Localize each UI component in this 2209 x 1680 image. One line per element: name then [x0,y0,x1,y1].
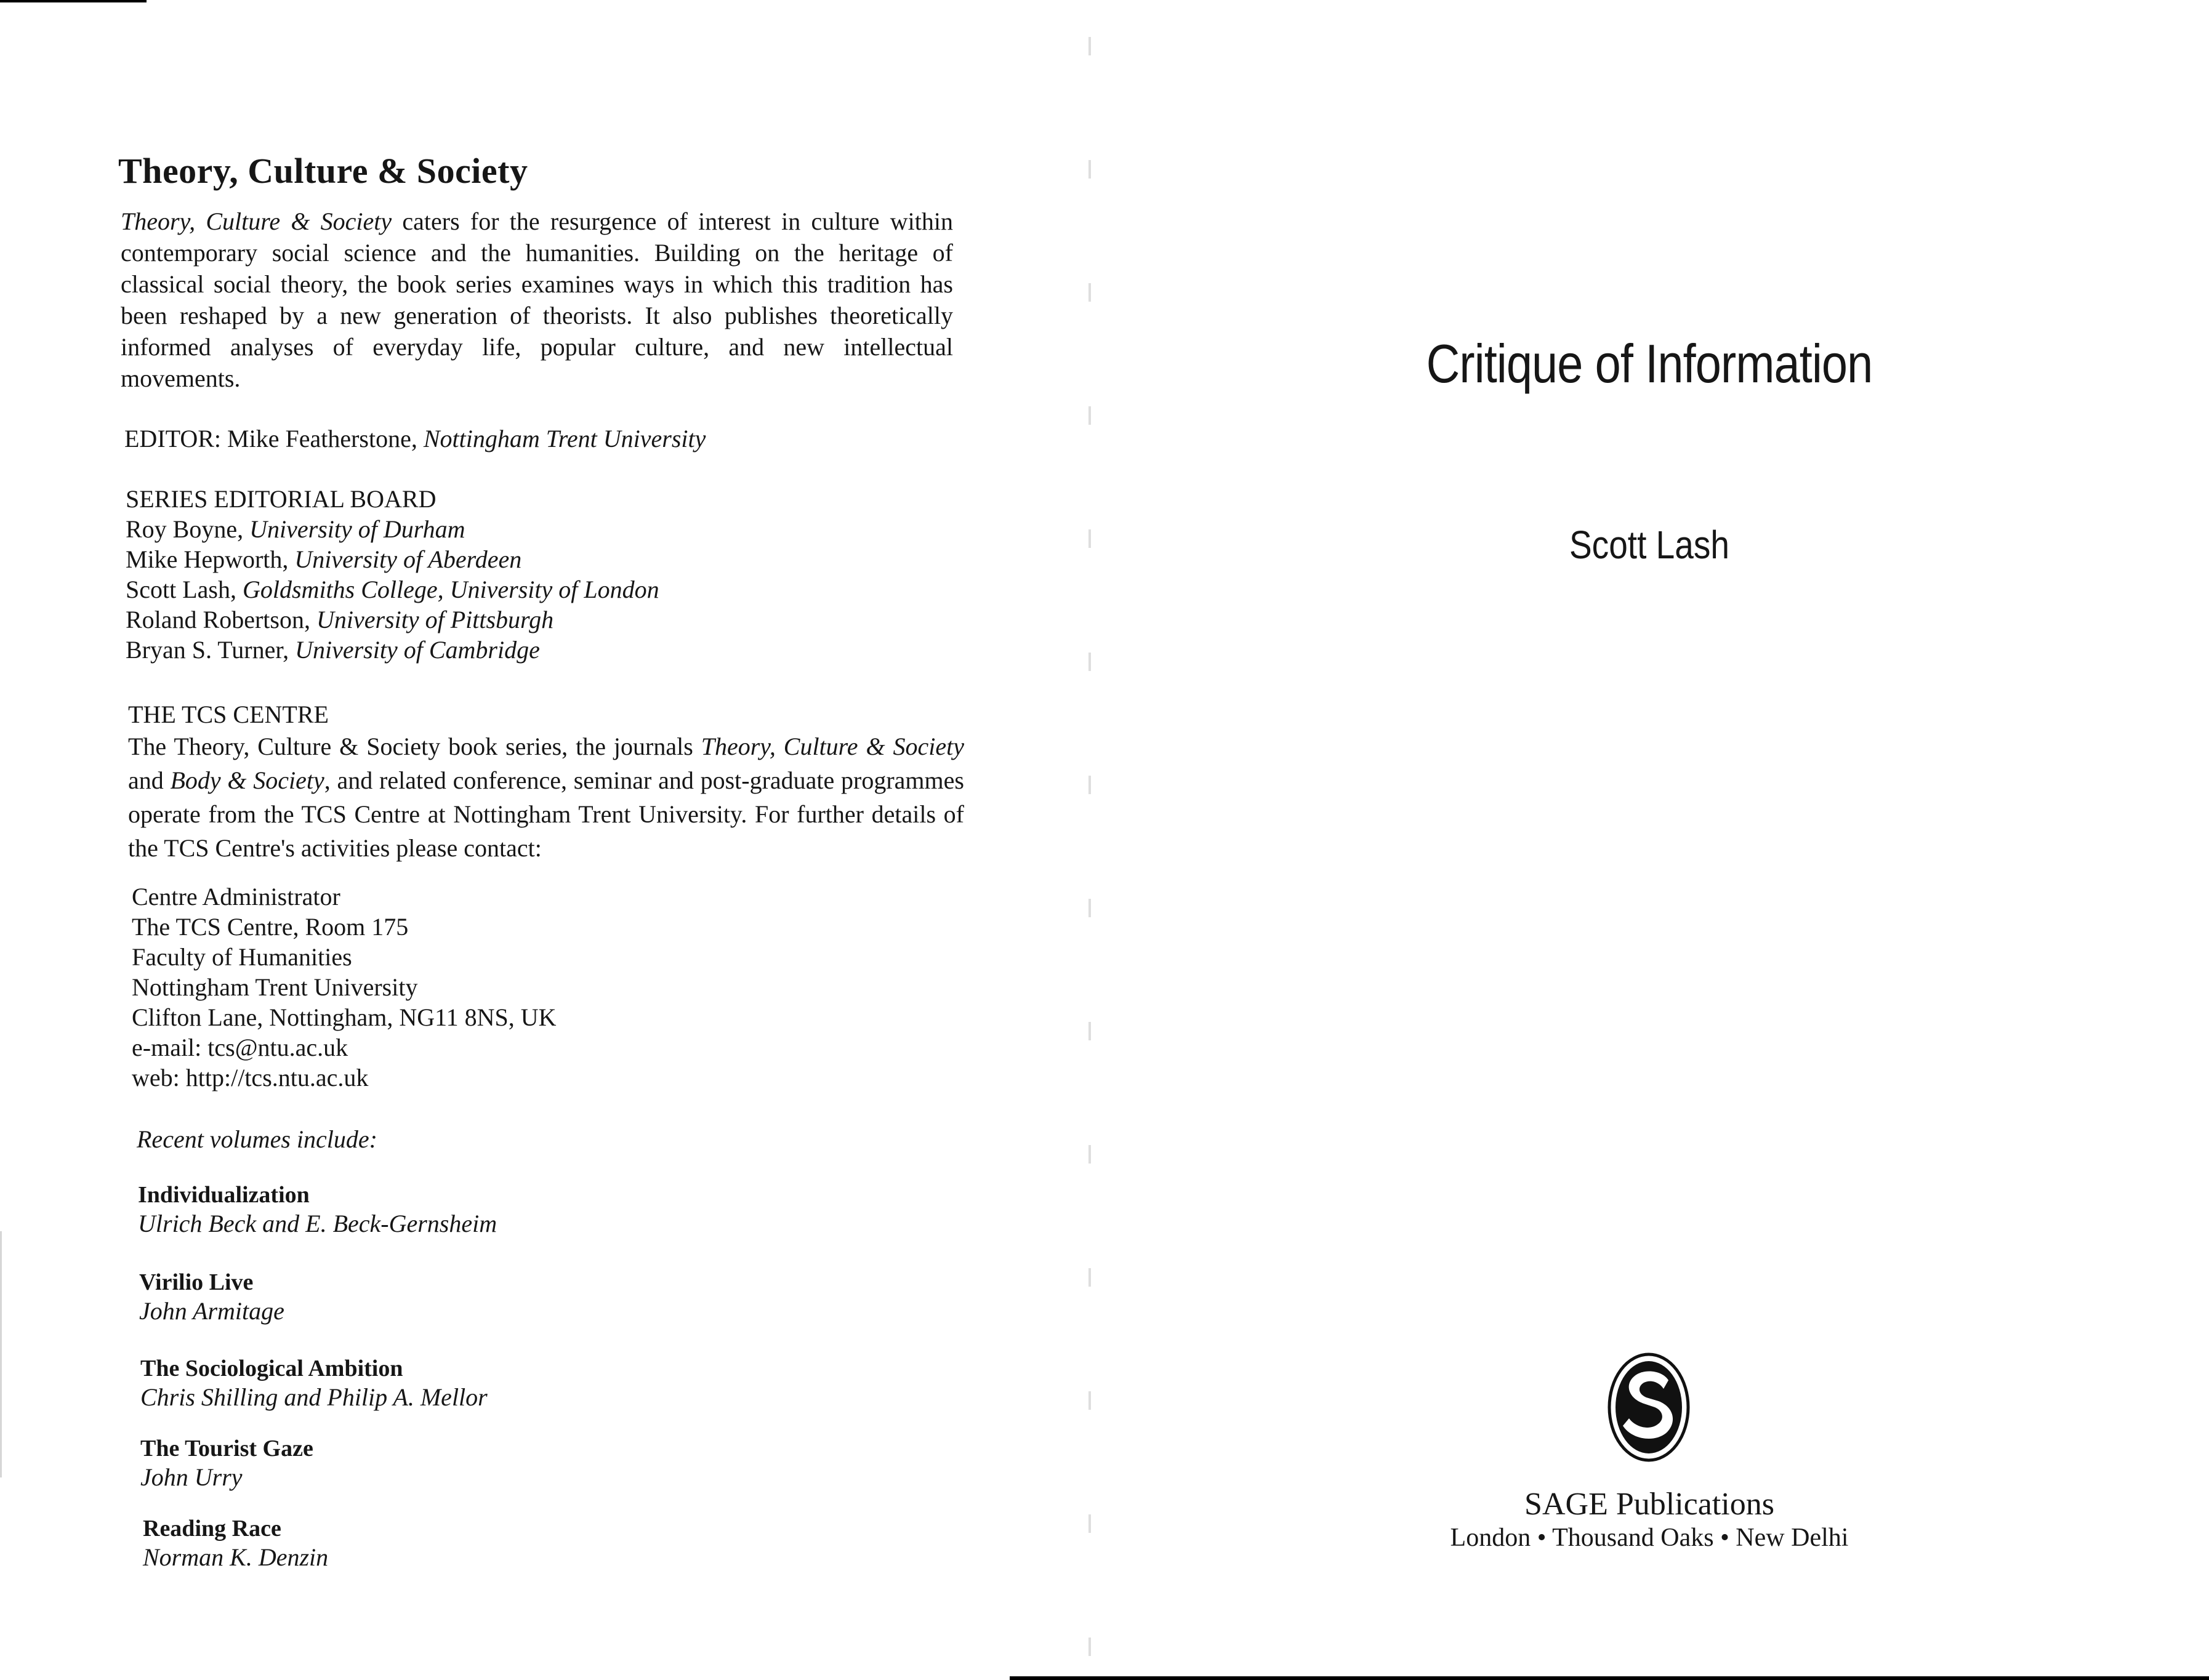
board-member: Bryan S. Turner, University of Cambridge [126,636,540,664]
address-line: Faculty of Humanities [132,943,352,971]
volume-author: Norman K. Denzin [143,1543,329,1571]
volume-title: The Tourist Gaze [140,1436,313,1461]
volume-title: Virilio Live [139,1269,254,1295]
editor-line [124,424,706,454]
editor-label: EDITOR: Mike Featherstone, [124,425,424,452]
publisher-name: SAGE Publications [1524,1487,1774,1522]
board-member: Scott Lash, Goldsmiths College, University of London [126,576,659,603]
board-heading: SERIES EDITORIAL BOARD [126,485,437,513]
volume-title: Reading Race [143,1516,281,1541]
board-member: Roland Robertson, University of Pittsburgh [126,606,554,633]
volume-entry [139,1268,284,1326]
sage-s-logo-icon [1607,1352,1691,1463]
volume-author: Chris Shilling and Philip A. Mellor [140,1383,488,1411]
board-member: Mike Hepworth, University of Aberdeen [126,545,522,573]
address-line: Centre Administrator [132,883,340,910]
board-member: Roy Boyne, University of Durham [126,515,465,543]
series-intro-text: caters for the resurgence of interest in culture within contemporary social science and the humanities. Building on the heritage of classical social theory, the book series examines ways in which this tradition has been reshaped by a new generation of theorists. It also publishes theoretically informed analyses of everyday life, popular culture, and new intellectual movements. [121,207,953,392]
series-intro-title: Theory, Culture & Society [121,207,392,235]
editor-affiliation: Nottingham Trent University [423,425,706,452]
volume-author: Ulrich Beck and E. Beck-Gernsheim [138,1210,497,1237]
address-line: Nottingham Trent University [132,973,418,1001]
volume-entry [140,1434,313,1492]
editorial-board [126,484,659,665]
volume-author: John Armitage [139,1297,284,1325]
series-heading: Theory, Culture & Society [118,151,528,191]
volume-entry [138,1181,497,1239]
contact-address [132,882,557,1093]
email-line: e-mail: tcs@ntu.ac.uk [132,1034,348,1061]
web-line: web: http://tcs.ntu.ac.uk [132,1064,369,1091]
volume-entry [140,1354,488,1412]
left-page [0,0,1090,1680]
book-author: Scott Lash [1569,523,1730,567]
recent-volumes-label: Recent volumes include: [137,1125,377,1153]
volume-title: The Sociological Ambition [140,1356,403,1381]
address-line: The TCS Centre, Room 175 [132,913,409,941]
tcs-centre [128,699,964,865]
address-line: Clifton Lane, Nottingham, NG11 8NS, UK [132,1003,557,1031]
volume-title: Individualization [138,1182,310,1208]
series-intro [121,206,953,394]
centre-heading: THE TCS CENTRE [128,701,329,728]
book-title: Critique of Information [1426,333,1873,394]
volume-entry [143,1514,328,1572]
publisher-cities: London • Thousand Oaks • New Delhi [1450,1524,1849,1552]
volume-author: John Urry [140,1463,243,1491]
right-page [1090,0,2209,1680]
centre-text: The Theory, Culture & Society book series, the journals Theory, Culture & Society and Body & Society, and related conference, seminar and post-graduate programmes operate from the TCS Centre at Nottingham Trent University. For further details of the TCS Centre's activities please contact: [128,733,964,862]
